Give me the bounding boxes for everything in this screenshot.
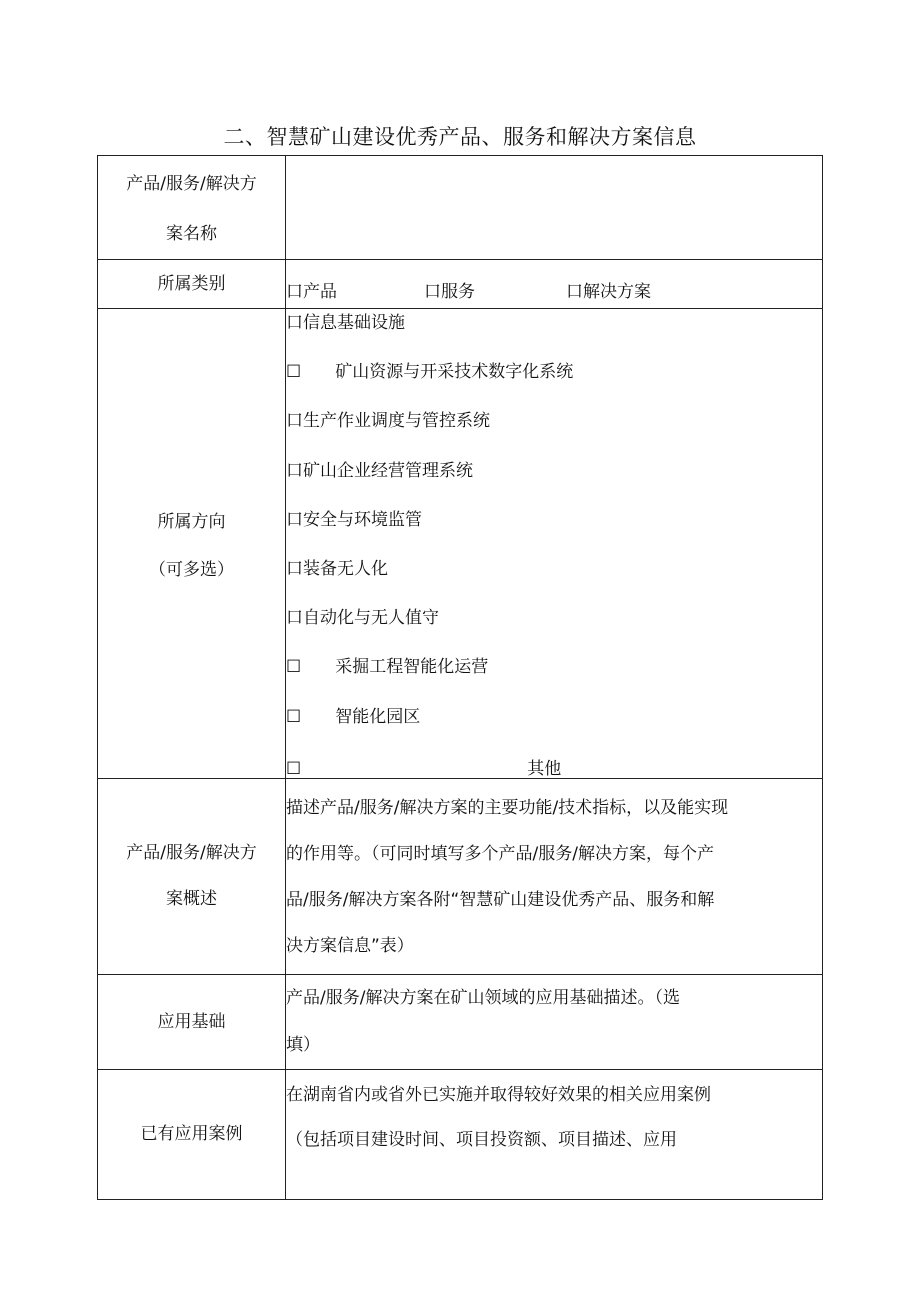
basis-label: 应用基础 [98,974,286,1069]
category-option-service[interactable]: 口服务 [424,281,475,302]
summary-line: 描述产品/服务/解决方案的主要功能/技术指标，以及能实现 [286,798,729,819]
cases-label: 已有应用案例 [98,1069,286,1199]
checkbox-icon[interactable]: 口 [286,411,303,432]
checkbox-icon[interactable]: ☐ [286,657,302,678]
direction-label-line2: （可多选） [149,560,234,581]
basis-line: 填） [286,1034,320,1055]
table-row-direction [98,309,823,779]
direction-label-line1: 所属方向 [157,512,226,533]
option-label: 其他 [527,758,562,779]
name-input-cell[interactable] [286,156,823,260]
direction-option-smart-park[interactable] [286,705,822,754]
cases-line: （包括项目建设时间、项目投资额、项目描述、应用 [286,1129,677,1150]
option-label: 自动化与无人值守 [303,608,439,629]
direction-option-excavation-ops[interactable] [286,655,822,704]
direction-option-business-mgmt[interactable] [286,459,822,508]
category-option-product[interactable]: 口产品 [286,281,337,302]
table-row-category [98,260,823,309]
direction-option-other[interactable] [286,754,822,778]
checkbox-icon[interactable]: ☐ [286,362,302,383]
page-title: 二、智慧矿山建设优秀产品、服务和解决方案信息 [223,125,697,149]
direction-option-production-dispatch[interactable] [286,409,822,458]
option-label: 生产作业调度与管控系统 [303,411,490,432]
summary-line: 决方案信息”表） [286,936,414,957]
option-label: 信息基础设施 [303,313,405,333]
basis-text-cell[interactable] [286,974,823,1069]
name-label-line1: 产品/服务/解决方 [126,174,257,194]
cases-line: 在湖南省内或省外已实施并取得较好效果的相关应用案例 [286,1084,711,1105]
checkbox-icon[interactable]: 口 [286,608,303,629]
table-row-basis [98,974,823,1069]
summary-line: 的作用等。（可同时填写多个产品/服务/解决方案，每个产 [286,844,714,865]
checkbox-icon[interactable]: ☐ [286,758,302,779]
checkbox-icon[interactable]: 口 [286,313,303,333]
direction-option-resource-digital[interactable] [286,360,822,409]
direction-option-unmanned-equipment[interactable] [286,557,822,606]
direction-option-info-infra[interactable] [286,311,822,360]
option-label: 矿山企业经营管理系统 [303,460,473,481]
checkbox-icon[interactable]: ☐ [286,706,302,727]
option-label: 采掘工程智能化运营 [335,657,489,678]
option-label: 装备无人化 [303,558,388,579]
name-label-line2: 案名称 [166,224,217,244]
summary-line: 品/服务/解决方案各附“智慧矿山建设优秀产品、服务和解 [286,890,715,911]
checkbox-icon[interactable]: 口 [286,460,303,481]
checkbox-icon[interactable]: 口 [286,558,303,579]
name-label [98,156,286,260]
table-row-cases [98,1069,823,1199]
option-label: 安全与环境监管 [303,509,422,530]
summary-label [98,778,286,974]
cases-text-cell[interactable] [286,1069,823,1199]
category-option-solution[interactable]: 口解决方案 [566,281,651,302]
option-label: 智能化园区 [335,706,421,727]
checkbox-icon[interactable]: 口 [286,509,303,530]
info-form-table [97,155,823,1200]
summary-text-cell[interactable] [286,778,823,974]
summary-label-line1: 产品/服务/解决方 [126,843,257,864]
direction-option-safety-env[interactable] [286,508,822,557]
direction-option-automation[interactable] [286,606,822,655]
basis-line: 产品/服务/解决方案在矿山领域的应用基础描述。（选 [286,987,680,1008]
table-row-name [98,156,823,260]
summary-label-line2: 案概述 [166,889,217,910]
category-options [286,260,823,309]
table-row-summary [98,778,823,974]
direction-options [286,309,823,779]
category-label: 所属类别 [98,260,286,309]
option-label: 矿山资源与开采技术数字化系统 [335,362,574,383]
direction-label [98,309,286,779]
